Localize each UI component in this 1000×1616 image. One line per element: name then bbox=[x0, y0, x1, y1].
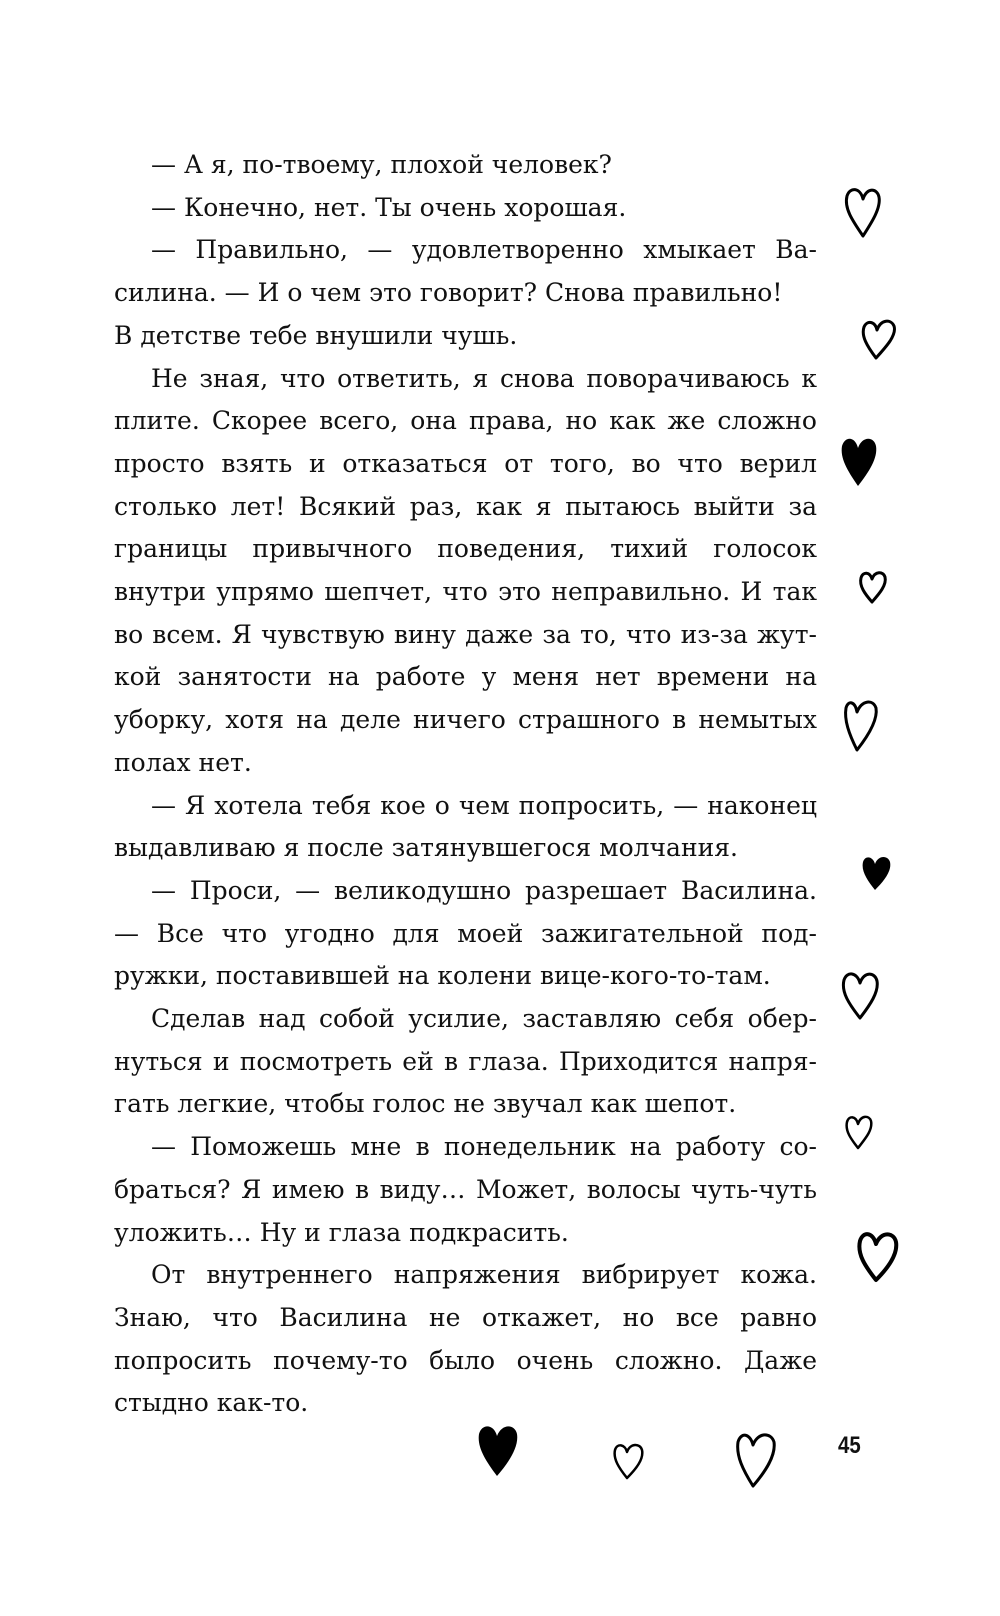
heart-filled-icon bbox=[858, 852, 894, 894]
heart-outline-icon bbox=[838, 968, 882, 1024]
paragraph: Сделав над собой усилие, заставляю себя обернуться и посмотреть ей в глаза. Приходится напрягать легкие, чтобы голос не звучал как шепот. bbox=[114, 1004, 817, 1119]
heart-outline-icon bbox=[854, 1228, 902, 1286]
heart-outline-icon bbox=[842, 184, 884, 242]
page-number: 45 bbox=[838, 1432, 861, 1459]
body-text bbox=[114, 144, 817, 1425]
heart-outline-icon bbox=[856, 568, 890, 606]
heart-outline-icon bbox=[610, 1440, 646, 1482]
paragraph: От внутреннего напряжения вибрирует кожа. Знаю, что Василина не откажет, но все равно попросить почему-то было очень сложно. Даже стыдно как-то. bbox=[114, 1260, 817, 1418]
heart-outline-icon bbox=[842, 1112, 876, 1152]
paragraph: — Конечно, нет. Ты очень хорошая. bbox=[151, 192, 627, 222]
paragraph: — Правильно, — удовлетворенно хмыкает Василина. — И о чем это говорит? Снова правильно! bbox=[114, 235, 817, 308]
heart-filled-icon bbox=[474, 1420, 522, 1480]
paragraph: — Я хотела тебя кое о чем попросить, — наконец выдавливаю я после затянувшегося молчания. bbox=[114, 790, 817, 863]
heart-outline-icon bbox=[858, 316, 900, 362]
paragraph: Не зная, что ответить, я снова поворачиваюсь к плите. Скорее всего, она права, но как же сложно просто взять и отказаться от того, во что верил столько лет! Всякий раз, как я пытаюсь выйти за границы привычного поведения, тихий голосок внутри упрямо шепчет, что это неправильно. И так во всем. Я чувствую вину даже за то, что из-за жуткой занятости на работе у меня нет времени на уборку, хотя на деле ничего страшного в немытых полах нет. bbox=[114, 363, 817, 777]
paragraph: — Поможешь мне в понедельник на работу собраться? Я имею в виду… Может, волосы чуть-чуть уложить… Ну и глаза подкрасить. bbox=[114, 1132, 817, 1247]
paragraph: — А я, по-твоему, плохой человек? bbox=[151, 150, 612, 179]
heart-filled-icon bbox=[838, 432, 880, 490]
heart-outline-icon bbox=[840, 696, 882, 754]
heart-outline-icon bbox=[732, 1428, 780, 1490]
paragraph: В детстве тебе внушили чушь. bbox=[114, 320, 518, 350]
paragraph: — Проси, — великодушно разрешает Василина. — Все что угодно для моей зажигательной подружки, поставившей на колени вице-кого-то-там. bbox=[114, 875, 817, 991]
